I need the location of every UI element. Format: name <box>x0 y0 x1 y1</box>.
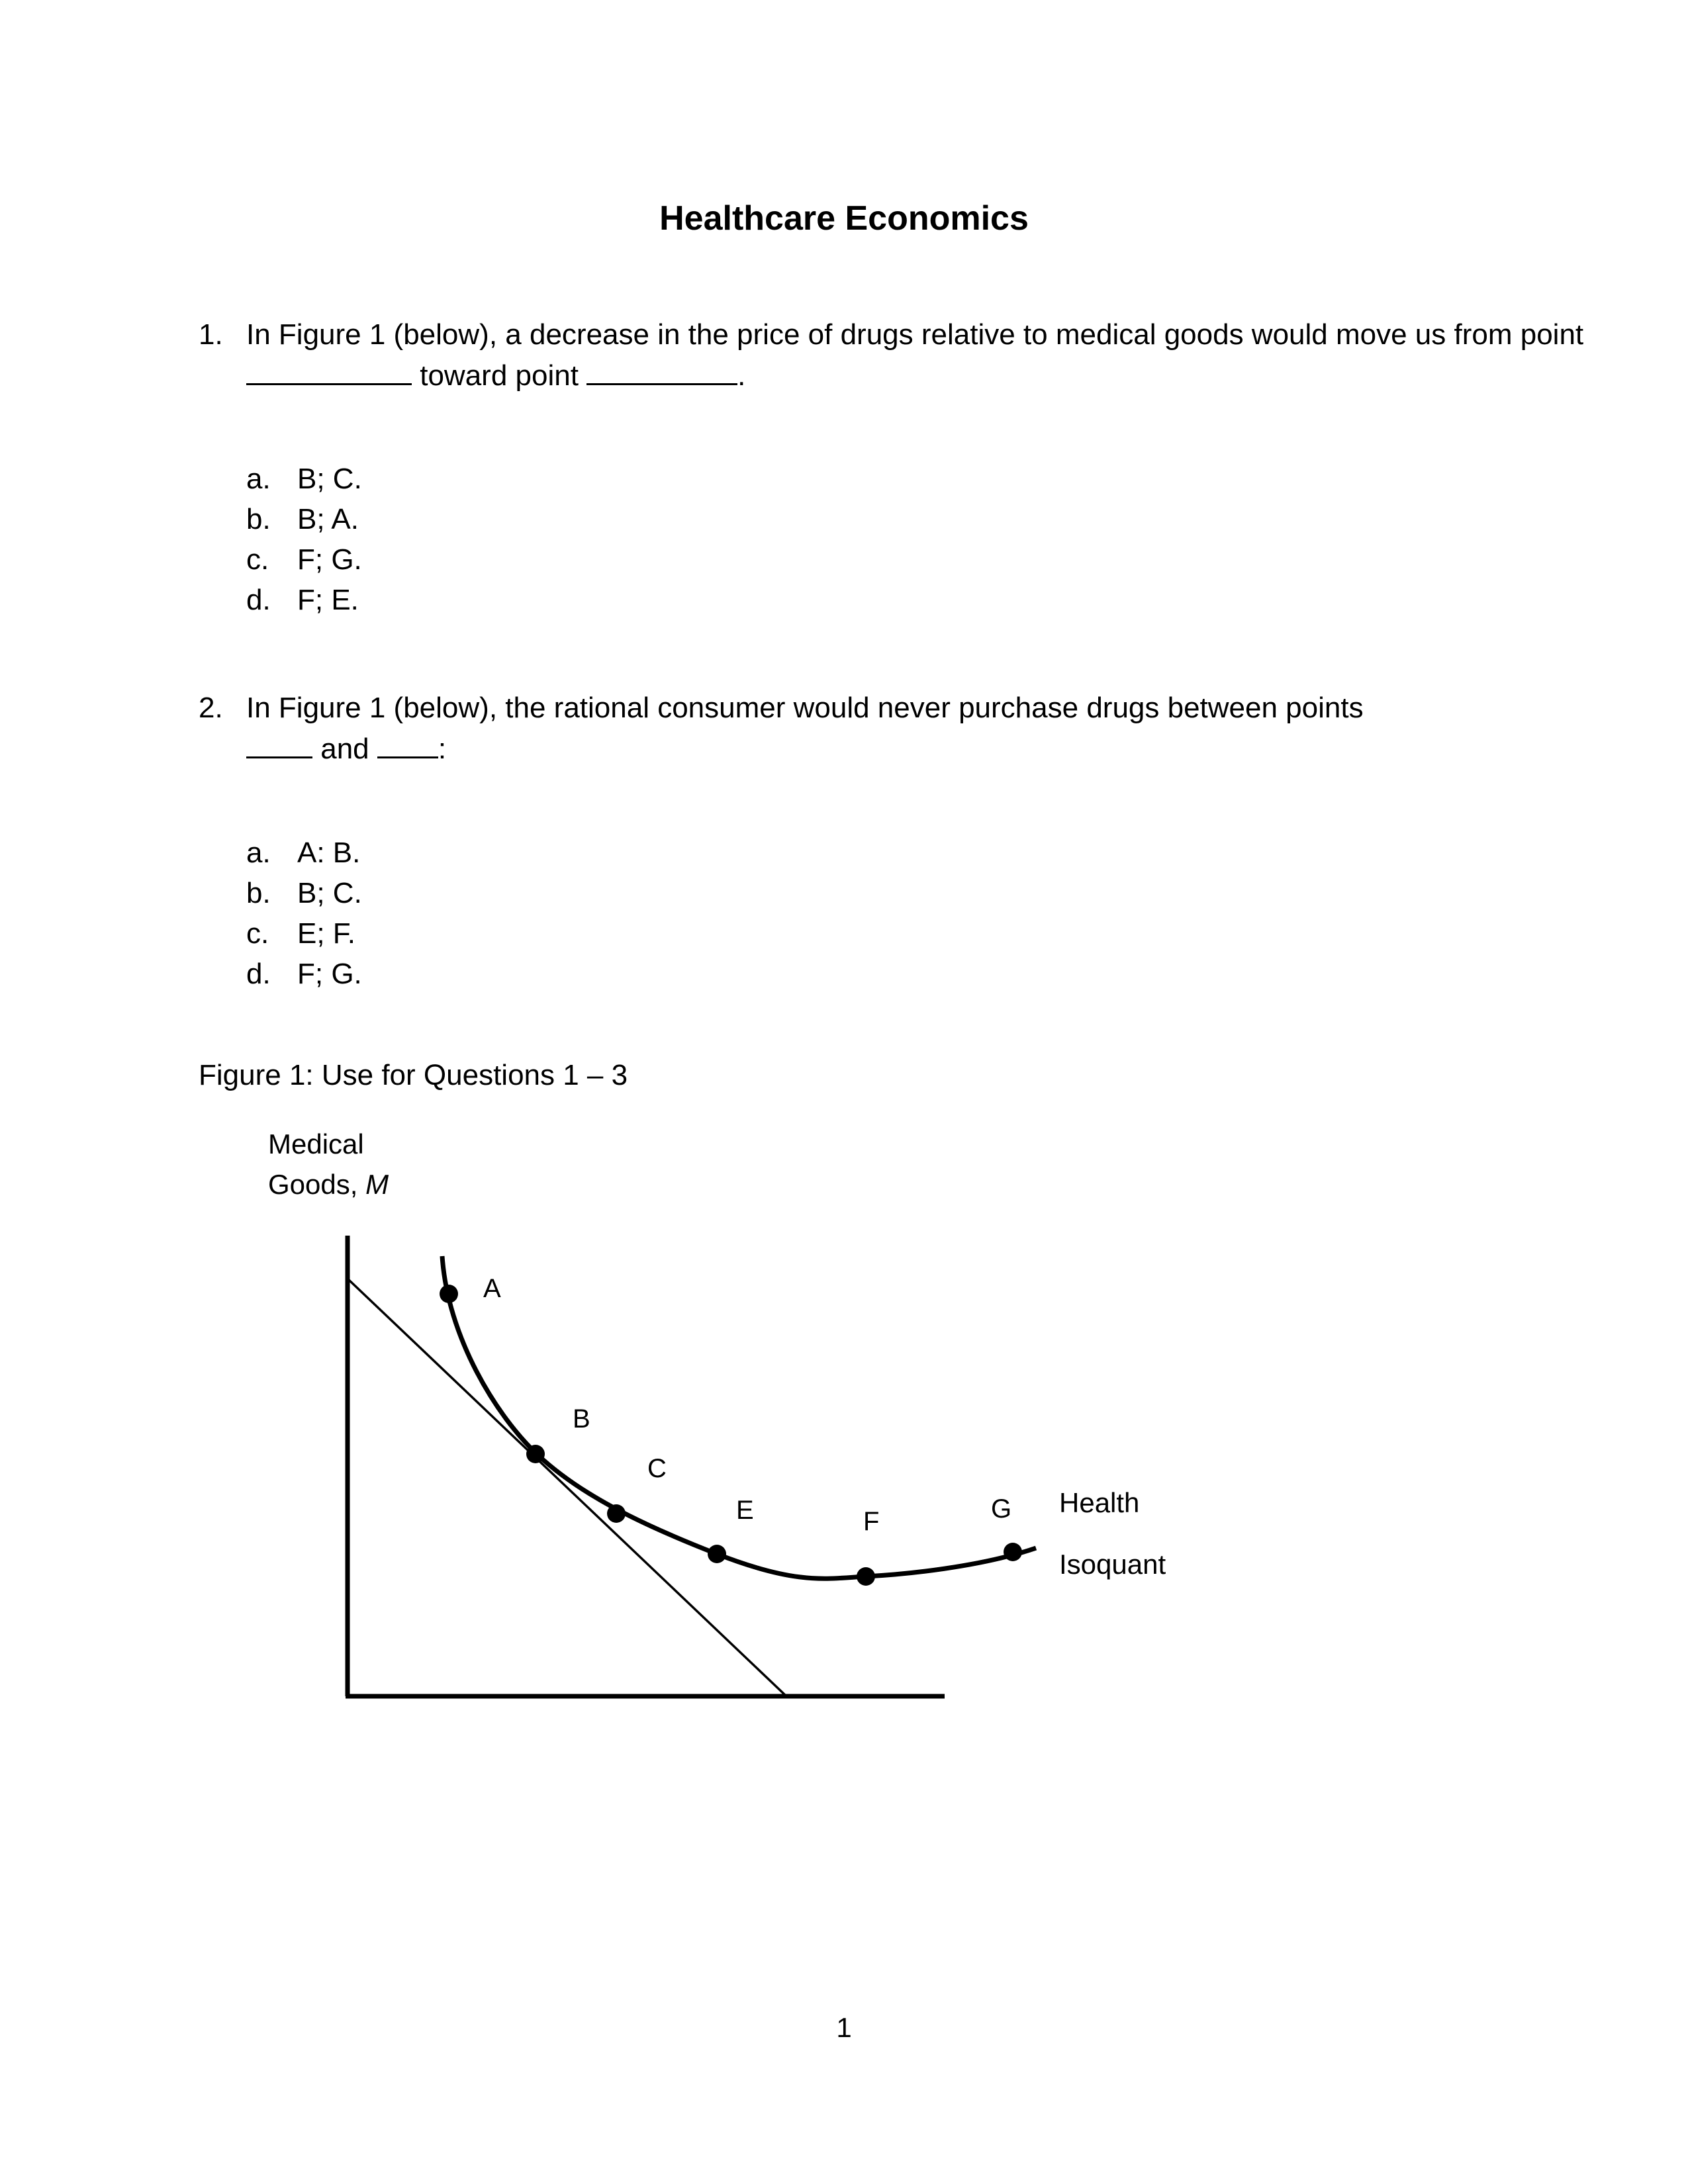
point-b-label: B <box>573 1404 590 1433</box>
budget-line <box>348 1279 786 1696</box>
point-c-label: C <box>647 1454 667 1483</box>
question-number: 1. <box>199 318 223 351</box>
question-number: 2. <box>199 692 223 724</box>
point-f-marker <box>857 1567 875 1586</box>
y-axis-label: Medical Goods, M <box>268 1128 389 1200</box>
question-text: In Figure 1 (below), a decrease in the price of drugs relative to medical goods would move us from point toward point . <box>246 318 1584 392</box>
point-a-marker <box>440 1285 458 1303</box>
curve-label-line2: Isoquant <box>1059 1549 1166 1580</box>
point-f-label: F <box>863 1507 880 1536</box>
curve-label-line1: Health <box>1059 1487 1140 1518</box>
point-e-label: E <box>736 1496 754 1525</box>
document-title: Healthcare Economics <box>659 199 1029 238</box>
point-a-label: A <box>483 1274 501 1303</box>
document-page: Healthcare Economics 1. In Figure 1 (below), a decrease in the price of drugs relative to medical goods would move us from point toward point . a. B; C. b. B; A. c. F; G. d. F; E. 2. In Figure 1 (below), the rational consumer would never purchase drugs between points and : a. A: B. b. B; C. c. E; F. d. F; G. Figure 1: Use for Questions 1 – 3 Medical Goods, M A B C E F G Health Isoquant 1 <box>0 0 1688 2184</box>
isoquant-curve <box>442 1256 1036 1578</box>
question-text: In Figure 1 (below), the rational consumer would never purchase drugs between points and : <box>246 692 1364 765</box>
point-b-marker <box>526 1445 545 1463</box>
point-e-marker <box>708 1545 726 1563</box>
point-g-marker <box>1004 1543 1022 1561</box>
point-c-marker <box>607 1504 626 1523</box>
figure-caption: Figure 1: Use for Questions 1 – 3 <box>199 1059 628 1091</box>
page-number: 1 <box>836 2012 852 2043</box>
point-g-label: G <box>991 1494 1012 1524</box>
